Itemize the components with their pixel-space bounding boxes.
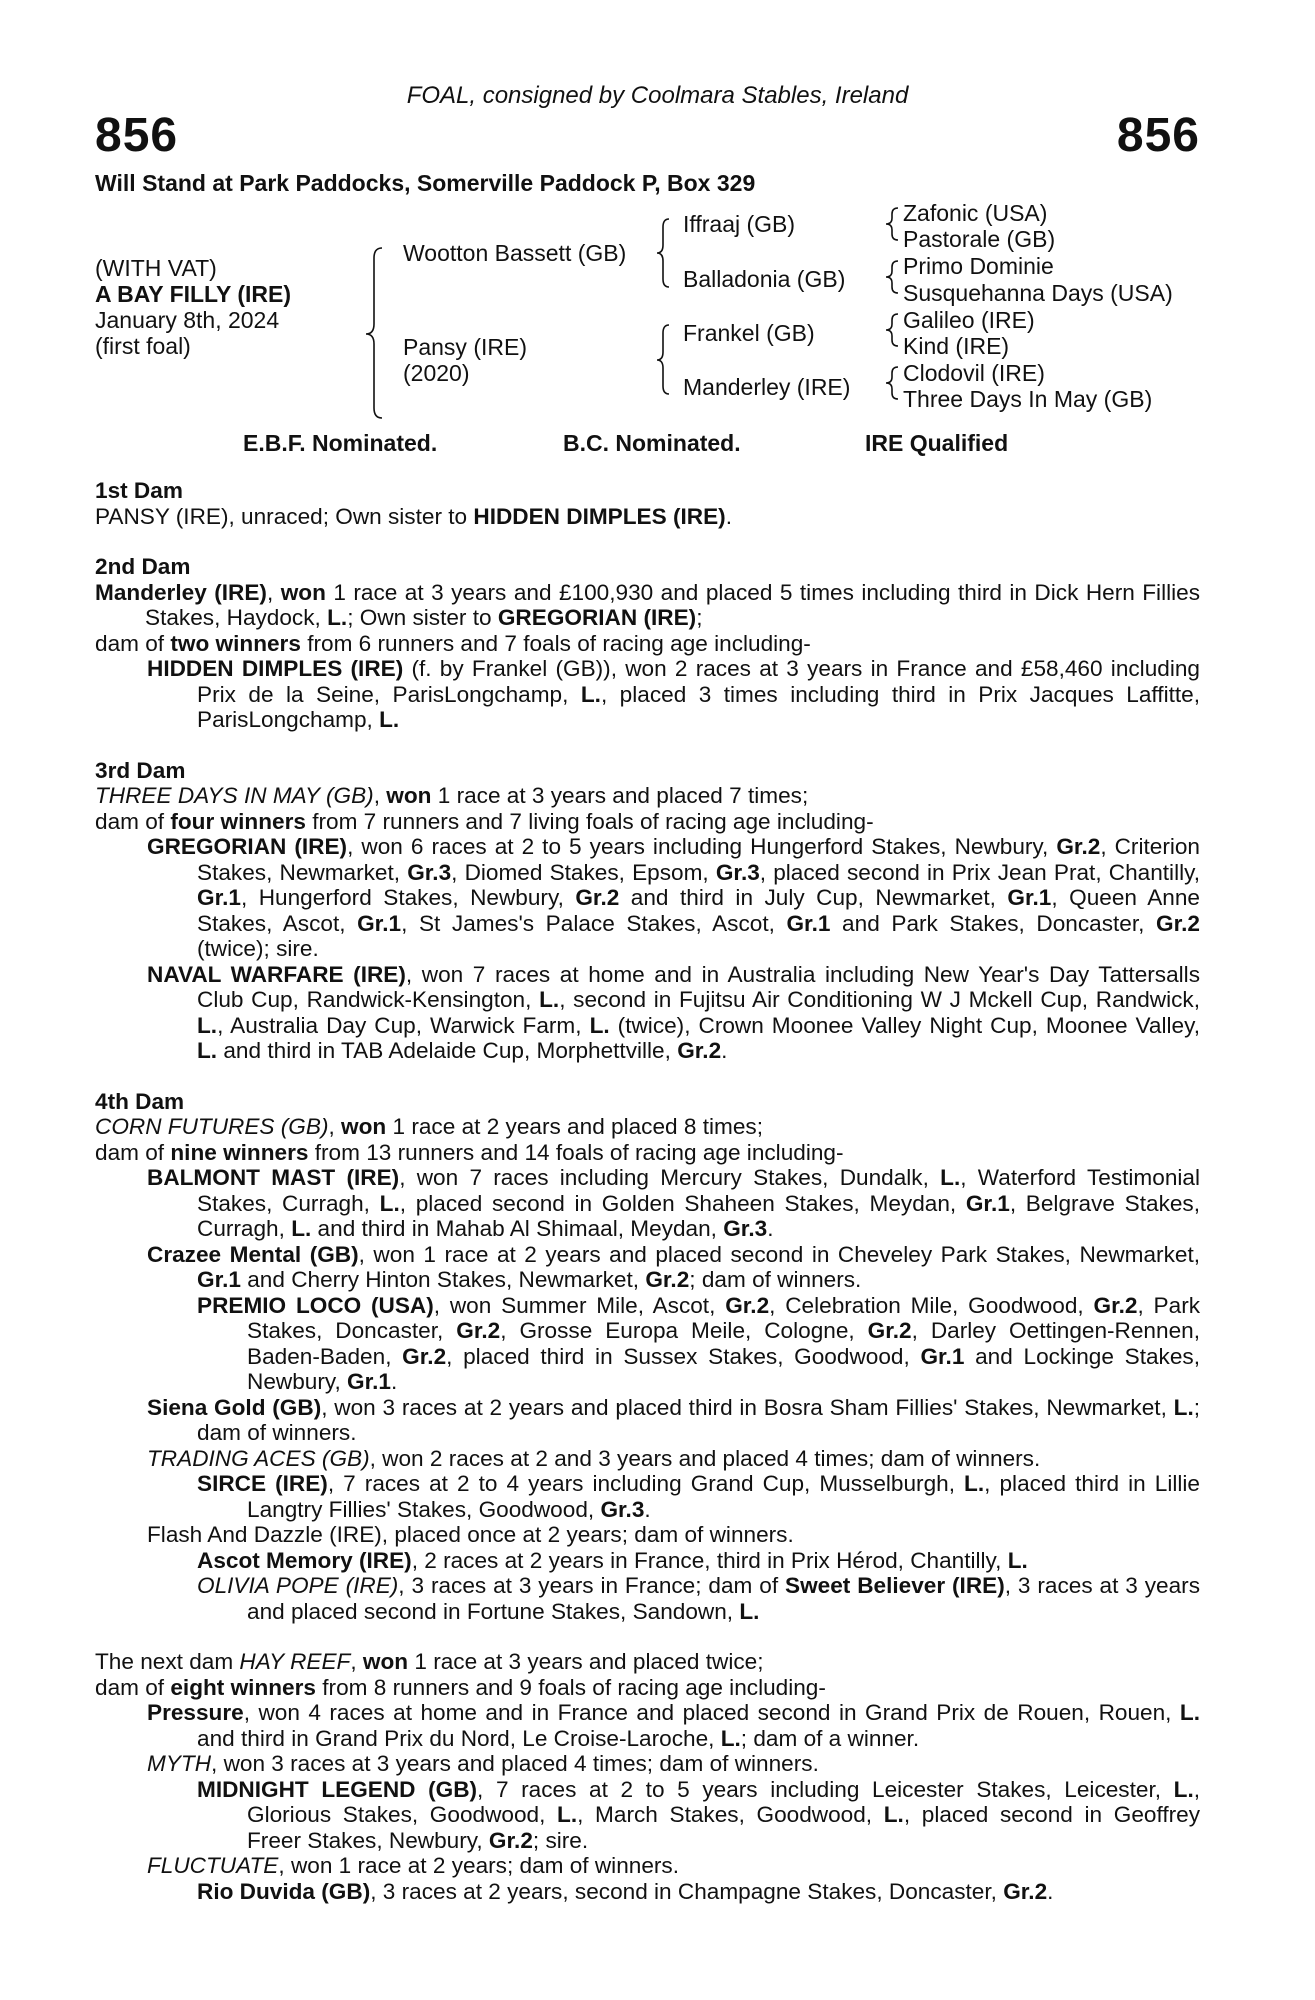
- pedigree-dss: Galileo (IRE): [903, 307, 1035, 333]
- consignor-line: FOAL, consigned by Coolmara Stables, Ireland: [406, 82, 909, 109]
- dam-year: (2020): [403, 360, 470, 386]
- third-dam-section: [95, 758, 1200, 1064]
- entry-text: Ascot Memory (IRE), 2 races at 2 years in France, third in Prix Hérod, Chantilly, L.: [197, 1547, 1028, 1573]
- bracket-sd: [886, 261, 898, 293]
- sire-name: Wootton Bassett (GB): [403, 240, 627, 266]
- pedigree-ssd: Pastorale (GB): [903, 226, 1056, 252]
- bc-nomination: B.C. Nominated.: [563, 430, 741, 456]
- entry-text: FLUCTUATE, won 1 race at 2 years; dam of winners.: [147, 1853, 679, 1878]
- fourth-dam-section: [95, 1089, 1200, 1625]
- first-dam-section: [95, 478, 1200, 529]
- sire-dam: Balladonia (GB): [683, 266, 846, 292]
- bracket-dam: [657, 325, 669, 394]
- section-heading: 3rd Dam: [95, 757, 186, 783]
- family-text: [95, 478, 1200, 1929]
- entry-text: Crazee Mental (GB), won 1 race at 2 years and placed second in Cheveley Park Stakes, Newmarket, Gr.1 and Cherry Hinton Stakes, Newmarket, Gr.2; dam of winners.: [147, 1241, 1200, 1292]
- entry-text: dam of two winners from 6 runners and 7 foals of racing age including-: [95, 630, 811, 656]
- sire-sire: Iffraaj (GB): [683, 211, 796, 237]
- bracket-dd: [886, 367, 898, 399]
- section-heading: 2nd Dam: [95, 554, 191, 579]
- entry-text: OLIVIA POPE (IRE), 3 races at 3 years in France; dam of Sweet Believer (IRE), 3 races at 3 years and placed second in Fortune Stakes, Sandown, L.: [197, 1573, 1200, 1624]
- ire-qualified: IRE Qualified: [865, 430, 1009, 456]
- first-dam-line: PANSY (IRE), unraced; Own sister to HIDDEN DIMPLES (IRE).: [95, 503, 732, 529]
- entry-text: THREE DAYS IN MAY (GB), won 1 race at 3 years and placed 7 times;: [95, 783, 809, 808]
- entry-text: Siena Gold (GB), won 3 races at 2 years and placed third in Bosra Sham Fillies' Stakes, Newmarket, L.; dam of winners.: [147, 1394, 1201, 1445]
- pedigree-dds: Clodovil (IRE): [903, 360, 1045, 386]
- entry-text: Rio Duvida (GB), 3 races at 2 years, second in Champagne Stakes, Doncaster, Gr.2.: [197, 1878, 1054, 1904]
- entry-text: PREMIO LOCO (USA), won Summer Mile, Ascot, Gr.2, Celebration Mile, Goodwood, Gr.2, Park Stakes, Doncaster, Gr.2, Grosse Europa Meile, Cologne, Gr.2, Darley Oettingen-Rennen, Baden-Baden, Gr.2, placed third in Sussex Stakes, Goodwood, Gr.1 and Lockinge Stakes, Newbury, Gr.1.: [197, 1292, 1201, 1394]
- dam-dam: Manderley (IRE): [683, 374, 851, 400]
- entry-text: dam of eight winners from 8 runners and 9 foals of racing age including-: [95, 1674, 826, 1700]
- ebf-nomination: E.B.F. Nominated.: [243, 430, 438, 456]
- entry-text: The next dam HAY REEF, won 1 race at 3 years and placed twice;: [95, 1649, 764, 1674]
- pedigree-sds: Primo Dominie: [903, 253, 1054, 279]
- pedigree-sss: Zafonic (USA): [903, 200, 1048, 226]
- foaling-date: January 8th, 2024: [95, 307, 280, 333]
- lot-number-left: 856: [95, 109, 179, 162]
- entry-text: HIDDEN DIMPLES (IRE) (f. by Frankel (GB)), won 2 races at 3 years in France and £58,460 including Prix de la Seine, ParisLongchamp, L., placed 3 times including third in Prix Jacques Laffitte, ParisLongchamp, L.: [147, 656, 1200, 732]
- pedigree-sdd: Susquehanna Days (USA): [903, 280, 1173, 306]
- bracket-ss: [886, 208, 898, 240]
- entry-text: MIDNIGHT LEGEND (GB), 7 races at 2 to 5 years including Leicester Stakes, Leicester, L., Glorious Stakes, Goodwood, L., March Stakes, Goodwood, L., placed second in Geoffrey Freer Stakes, Newbury, Gr.2; sire.: [197, 1776, 1201, 1853]
- section-heading: 1st Dam: [95, 478, 183, 503]
- entry-text: Manderley (IRE), won 1 race at 3 years and £100,930 and placed 5 times including third in Dick Hern Fillies Stakes, Haydock, L.; Own sister to GREGORIAN (IRE);: [95, 579, 1200, 630]
- pedigree-brackets: [0, 0, 1315, 440]
- stand-location: Will Stand at Park Paddocks, Somerville Paddock P, Box 329: [95, 170, 756, 196]
- bracket-main: [366, 248, 382, 418]
- pedigree-table: [0, 0, 1315, 440]
- entry-text: MYTH, won 3 races at 3 years and placed 4 times; dam of winners.: [147, 1751, 819, 1776]
- entry-text: SIRCE (IRE), 7 races at 2 to 4 years including Grand Cup, Musselburgh, L., placed third in Lillie Langtry Fillies' Stakes, Goodwood, Gr.3.: [197, 1471, 1200, 1522]
- bracket-sire: [657, 219, 669, 287]
- entry-text: Pressure, won 4 races at home and in France and placed second in Grand Prix de Rouen, Rouen, L. and third in Grand Prix du Nord, Le Croise-Laroche, L.; dam of a winner.: [147, 1700, 1200, 1751]
- vat-note: (WITH VAT): [95, 255, 217, 281]
- entry-text: dam of nine winners from 13 runners and 14 foals of racing age including-: [95, 1139, 844, 1165]
- entry-text: dam of four winners from 7 runners and 7 living foals of racing age including-: [95, 808, 874, 834]
- entry-text: CORN FUTURES (GB), won 1 race at 2 years and placed 8 times;: [95, 1114, 763, 1139]
- foal-note: (first foal): [95, 333, 191, 359]
- entry-text: Flash And Dazzle (IRE), placed once at 2 years; dam of winners.: [147, 1522, 794, 1547]
- horse-name: A BAY FILLY (IRE): [95, 281, 291, 307]
- bracket-ds: [886, 314, 898, 346]
- entry-text: TRADING ACES (GB), won 2 races at 2 and 3 years and placed 4 times; dam of winners.: [147, 1445, 1041, 1471]
- dam-name: Pansy (IRE): [403, 334, 527, 360]
- entry-text: BALMONT MAST (IRE), won 7 races including Mercury Stakes, Dundalk, L., Waterford Testimonial Stakes, Curragh, L., placed second in Golden Shaheen Stakes, Meydan, Gr.1, Belgrave Stakes, Curragh, L. and third in Mahab Al Shimaal, Meydan, Gr.3.: [147, 1165, 1201, 1241]
- pedigree-ddd: Three Days In May (GB): [903, 386, 1153, 412]
- entry-text: GREGORIAN (IRE), won 6 races at 2 to 5 years including Hungerford Stakes, Newbury, Gr.2, Criterion Stakes, Newmarket, Gr.3, Diomed Stakes, Epsom, Gr.3, placed second in Prix Jean Prat, Chantilly, Gr.1, Hungerford Stakes, Newbury, Gr.2 and third in July Cup, Newmarket, Gr.1, Queen Anne Stakes, Ascot, Gr.1, St James's Palace Stakes, Ascot, Gr.1 and Park Stakes, Doncaster, Gr.2 (twice); sire.: [147, 834, 1200, 961]
- second-dam-section: [95, 554, 1200, 733]
- section-heading: 4th Dam: [95, 1088, 185, 1114]
- next-dam-section: [95, 1649, 1200, 1904]
- dam-sire: Frankel (GB): [683, 320, 815, 346]
- lot-number-right: 856: [1116, 109, 1200, 162]
- pedigree-dsd: Kind (IRE): [903, 333, 1010, 359]
- entry-text: NAVAL WARFARE (IRE), won 7 races at home and in Australia including New Year's Day Tattersalls Club Cup, Randwick-Kensington, L., second in Fujitsu Air Conditioning W J Mckell Cup, Randwick, L., Australia Day Cup, Warwick Farm, L. (twice), Crown Moonee Valley Night Cup, Moonee Valley, L. and third in TAB Adelaide Cup, Morphettville, Gr.2.: [147, 961, 1200, 1063]
